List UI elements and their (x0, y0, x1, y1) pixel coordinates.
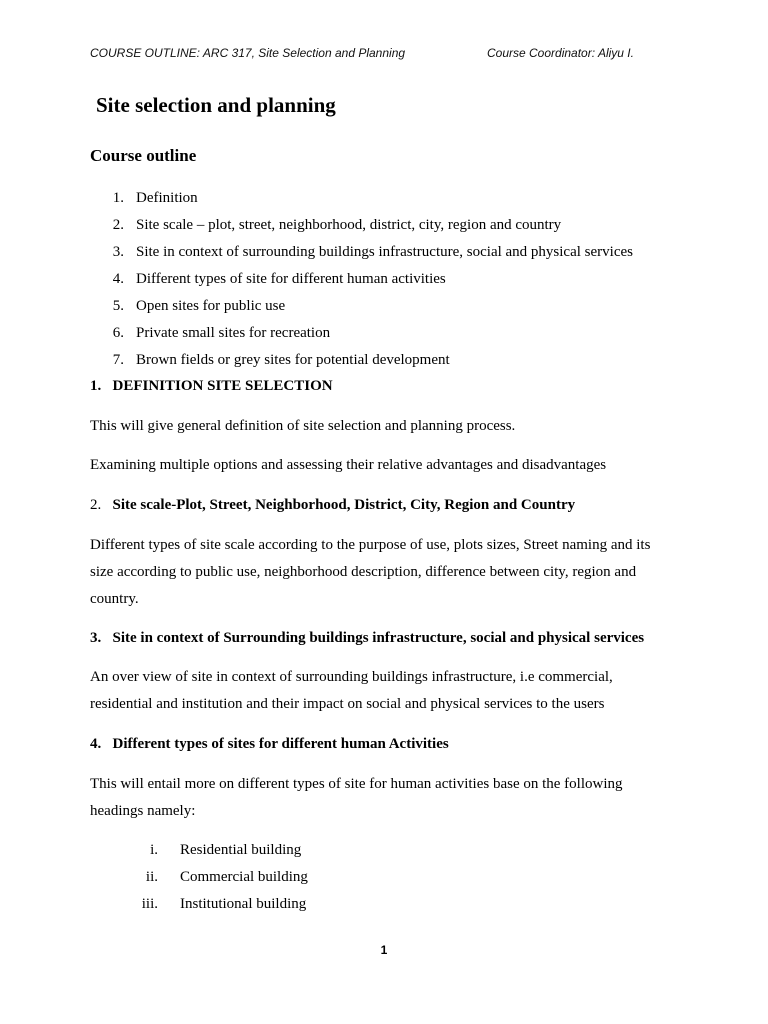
paragraph-line: country. (90, 591, 139, 607)
paragraph-line: An over view of site in context of surrounding buildings infrastructure, i.e commercial, (90, 669, 613, 685)
section-heading: 4. Different types of sites for different human Activities (90, 736, 449, 752)
paragraph-line: residential and institution and their impact on social and physical services to the users (90, 696, 605, 712)
running-header-left: COURSE OUTLINE: ARC 317, Site Selection and Planning (90, 46, 406, 60)
section-heading: 3. Site in context of Surrounding buildings infrastructure, social and physical services (90, 630, 645, 646)
paragraph-line: This will entail more on different types of site for human activities base on the following (90, 776, 623, 792)
document-title: Site selection and planning (96, 93, 336, 117)
paragraph-line: headings namely: (90, 803, 196, 819)
section-heading: 1. DEFINITION SITE SELECTION (90, 378, 333, 394)
running-header-right: Course Coordinator: Aliyu I. (487, 46, 634, 60)
page-number: 1 (380, 943, 388, 957)
paragraph: This will give general definition of site selection and planning process. (90, 418, 516, 434)
paragraph-line: size according to public use, neighborhood description, difference between city, region and (90, 564, 637, 580)
paragraph: Examining multiple options and assessing their relative advantages and disadvantages (90, 457, 607, 473)
paragraph-line: Different types of site scale according to the purpose of use, plots sizes, Street naming and its (90, 537, 651, 553)
section-heading: 2. Site scale-Plot, Street, Neighborhood, District, City, Region and Country (90, 497, 576, 513)
course-outline-heading: Course outline (90, 146, 197, 165)
